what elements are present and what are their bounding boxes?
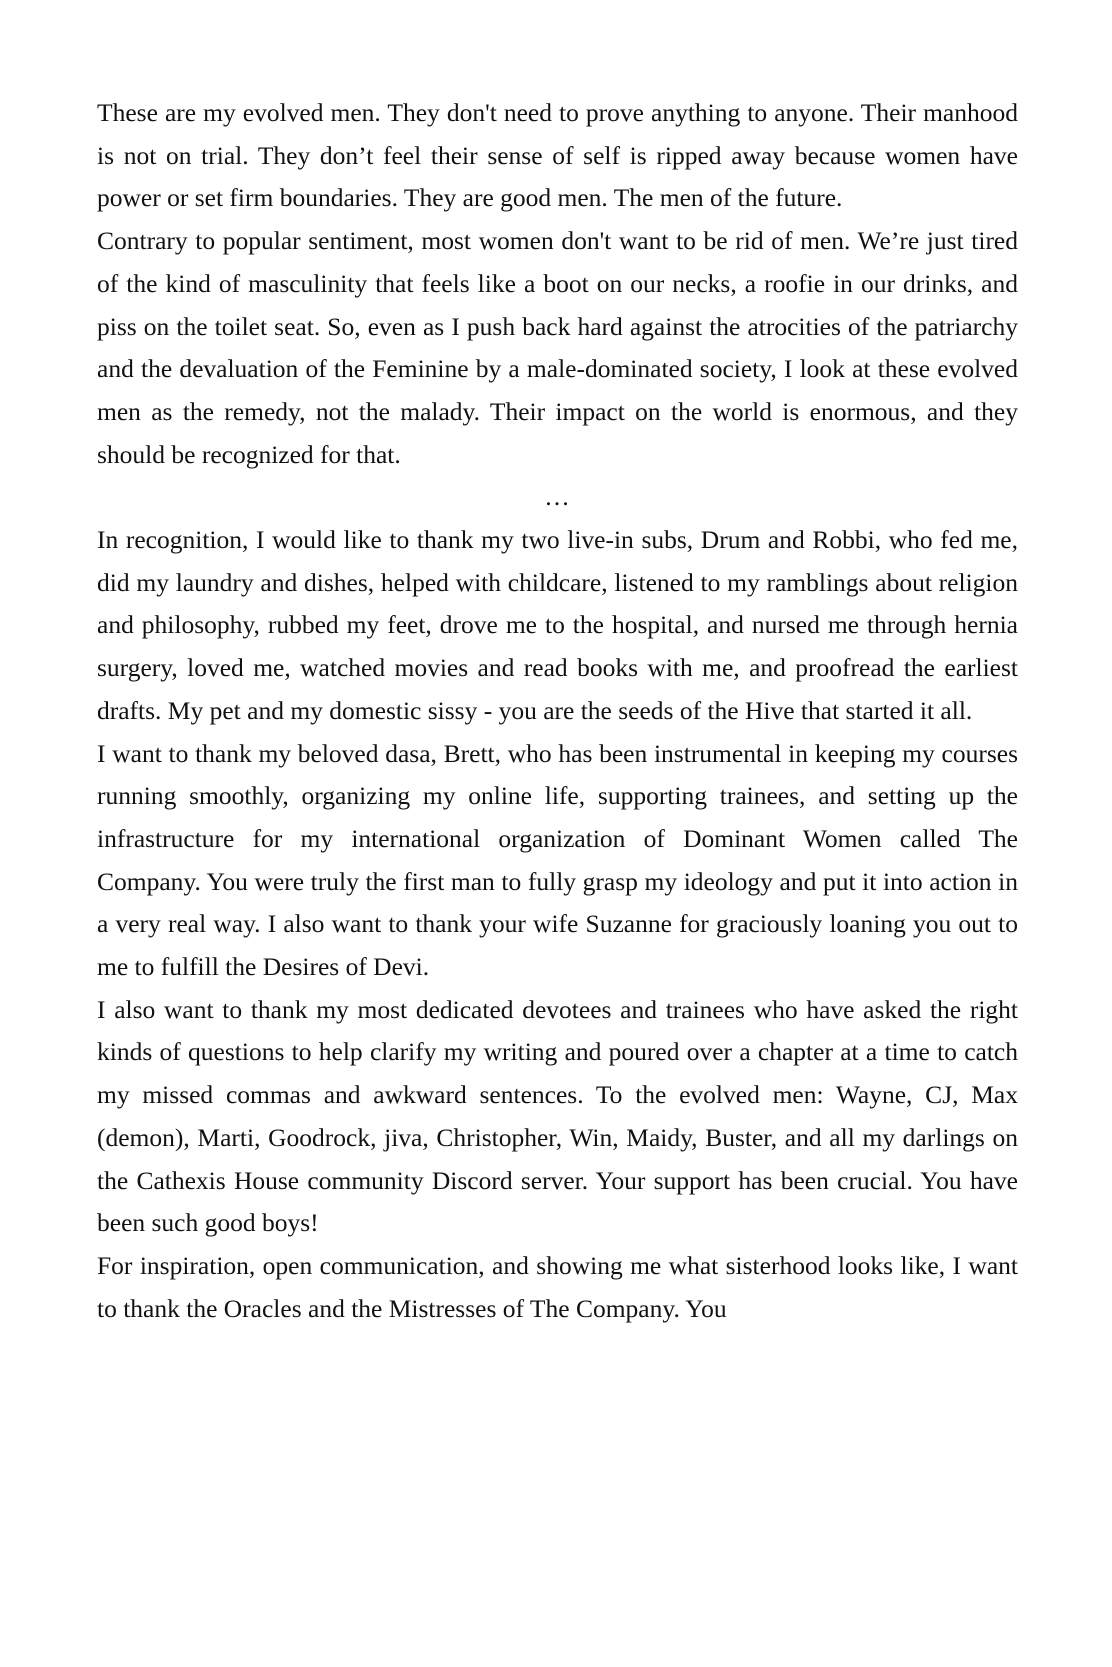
paragraph-thanks-dasa: I want to thank my beloved dasa, Brett, who has been instrumental in keeping my courses running smoothly, organizing my online life, supporting trainees, and setting up the infrastructure for my international organization of Dominant Women called The Company. You were truly the first man to fully grasp my ideology and put it into action in a very real way. I also want to thank your wife Suzanne for graciously loaning you out to me to fulfill the Desires of Devi. [97,738,1018,982]
document-page [97,92,1018,1330]
paragraph-thanks-devotees: I also want to thank my most dedicated devotees and trainees who have asked the right kinds of questions to help clarify my writing and poured over a chapter at a time to catch my missed commas and awkward sentences. To the evolved men: Wayne, CJ, Max (demon), Marti, Goodrock, jiva, Christopher, Win, Maidy, Buster, and all my darlings on the Cathexis House community Discord server. Your support has been crucial. You have been such good boys! [97,994,1018,1238]
section-break-ellipsis: … [544,482,571,512]
paragraph-recognition-subs: In recognition, I would like to thank my two live-in subs, Drum and Robbi, who fed me, did my laundry and dishes, helped with childcare, listened to my ramblings about religion and philosophy, rubbed my feet, drove me to the hospital, and nursed me through hernia surgery, loved me, watched movies and read books with me, and proofread the earliest drafts. My pet and my domestic sissy - you are the seeds of the Hive that started it all. [97,525,1018,725]
paragraph-inspiration: For inspiration, open communication, and showing me what sisterhood looks like, I want to thank the Oracles and the Mistresses of The Company. You [97,1250,1018,1323]
paragraph-evolved-men: These are my evolved men. They don't need to prove anything to anyone. Their manhood is not on trial. They don’t feel their sense of self is ripped away because women have power or set firm boundaries. They are good men. The men of the future. [97,98,1018,213]
paragraph-contrary-sentiment: Contrary to popular sentiment, most women don't want to be rid of men. We’re just tired of the kind of masculinity that feels like a boot on our necks, a roofie in our drinks, and piss on the toilet seat. So, even as I push back hard against the atrocities of the patriarchy and the devaluation of the Feminine by a male-dominated society, I look at these evolved men as the remedy, not the malady. Their impact on the world is enormous, and they should be recognized for that. [97,226,1018,469]
